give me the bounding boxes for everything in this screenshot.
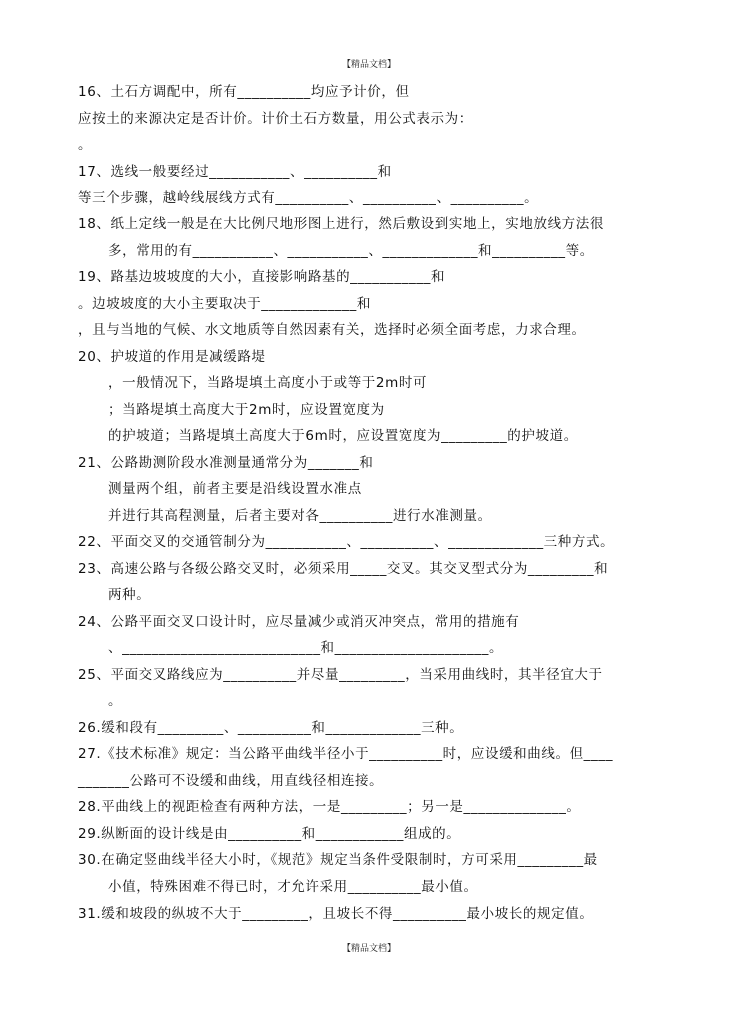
line-19b bbox=[78, 295, 678, 313]
text: 25、平面交叉路线应为__________并尽量_________，当采用曲线时，其半径宜大于 bbox=[78, 667, 603, 683]
text: 26.缓和段有_________、__________和_____________三种。 bbox=[78, 720, 464, 736]
line-30b bbox=[108, 878, 708, 896]
page-header: 【精品文档】 bbox=[341, 60, 396, 70]
line-25b bbox=[108, 692, 708, 710]
line-17a bbox=[78, 163, 678, 181]
text: 29.纵断面的设计线是由__________和____________组成的。 bbox=[78, 826, 461, 842]
text: 23、高速公路与各级公路交叉时，必须采用_____交叉。其交叉型式分为_________和 bbox=[78, 561, 609, 577]
line-20c bbox=[108, 401, 708, 419]
text: 多，常用的有___________、___________、_____________和__________等。 bbox=[108, 243, 594, 259]
text: 小值，特殊困难不得已时，才允许采用__________最小值。 bbox=[108, 879, 478, 895]
line-30a bbox=[78, 851, 678, 869]
text: 。 bbox=[78, 137, 93, 153]
line-20b bbox=[108, 374, 708, 392]
text: 22、平面交叉的交通管制分为___________、__________、_____________三种方式。 bbox=[78, 534, 615, 550]
text: 等三个步骤，越岭线展线方式有__________、__________、__________。 bbox=[78, 190, 539, 206]
text: ，且与当地的气候、水文地质等自然因素有关，选择时必须全面考虑，力求合理。 bbox=[78, 322, 586, 338]
line-21c bbox=[108, 507, 708, 525]
text: 20、护坡道的作用是减缓路堤 bbox=[78, 349, 266, 365]
line-26 bbox=[78, 719, 678, 737]
text: 31.缓和坡段的纵坡不大于_________，且坡长不得__________最小坡长的规定值。 bbox=[78, 906, 594, 922]
text: 应按土的来源决定是否计价。计价土石方数量，用公式表示为： bbox=[78, 111, 473, 127]
text: 测量两个组，前者主要是沿线设置水准点 bbox=[108, 481, 362, 497]
text: 、___________________________和_____________________。 bbox=[108, 640, 504, 656]
text: _______公路可不设缓和曲线，用直线径相连接。 bbox=[78, 773, 384, 789]
line-19c bbox=[78, 321, 678, 339]
page-footer: 【精品文档】 bbox=[341, 944, 396, 954]
line-18b bbox=[108, 242, 708, 260]
line-16b bbox=[78, 110, 678, 128]
line-20a bbox=[78, 348, 678, 366]
line-16c bbox=[78, 136, 678, 154]
line-31 bbox=[78, 905, 678, 923]
text: 30.在确定竖曲线半径大小时，《规范》规定当条件受限制时，方可采用_________最 bbox=[78, 852, 598, 868]
text: 两种。 bbox=[108, 587, 151, 603]
line-23b bbox=[108, 586, 708, 604]
line-24b bbox=[108, 639, 708, 657]
text: 并进行其高程测量，后者主要对各__________进行水准测量。 bbox=[108, 508, 492, 524]
text: ；当路堤填土高度大于2m时，应设置宽度为 bbox=[108, 402, 385, 418]
text: 17、选线一般要经过___________、__________和 bbox=[78, 164, 392, 180]
line-21a bbox=[78, 454, 678, 472]
line-19a bbox=[78, 268, 678, 286]
line-27b bbox=[78, 772, 678, 790]
text: 19、路基边坡坡度的大小，直接影响路基的___________和 bbox=[78, 269, 446, 285]
text: ，一般情况下，当路堤填土高度小于或等于2m时可 bbox=[108, 375, 428, 391]
line-24a bbox=[78, 613, 678, 631]
text: 。边坡坡度的大小主要取决于_____________和 bbox=[78, 296, 371, 312]
line-25a bbox=[78, 666, 678, 684]
line-21b bbox=[108, 480, 708, 498]
line-29 bbox=[78, 825, 678, 843]
line-28 bbox=[78, 798, 678, 816]
line-18a bbox=[78, 215, 678, 233]
text: 21、公路勘测阶段水准测量通常分为_______和 bbox=[78, 455, 374, 471]
text: 16、土石方调配中，所有__________均应予计价，但 bbox=[78, 84, 410, 100]
line-16a bbox=[78, 83, 678, 101]
text: 的护坡道；当路堤填土高度大于6m时，应设置宽度为_________的护坡道。 bbox=[108, 428, 578, 444]
line-20d bbox=[108, 427, 708, 445]
line-27a bbox=[78, 745, 678, 763]
line-23a bbox=[78, 560, 678, 578]
text: 27.《技术标准》规定：当公路平曲线半径小于__________时，应设缓和曲线。但____ bbox=[78, 746, 614, 762]
text: 24、公路平面交叉口设计时，应尽量减少或消灭冲突点，常用的措施有 bbox=[78, 614, 520, 630]
line-22 bbox=[78, 533, 678, 551]
text: 28.平曲线上的视距检查有两种方法，一是_________；另一是______________。 bbox=[78, 799, 581, 815]
line-17b bbox=[78, 189, 678, 207]
text: 。 bbox=[108, 693, 123, 709]
text: 18、纸上定线一般是在大比例尺地形图上进行，然后敷设到实地上，实地放线方法很 bbox=[78, 216, 604, 232]
